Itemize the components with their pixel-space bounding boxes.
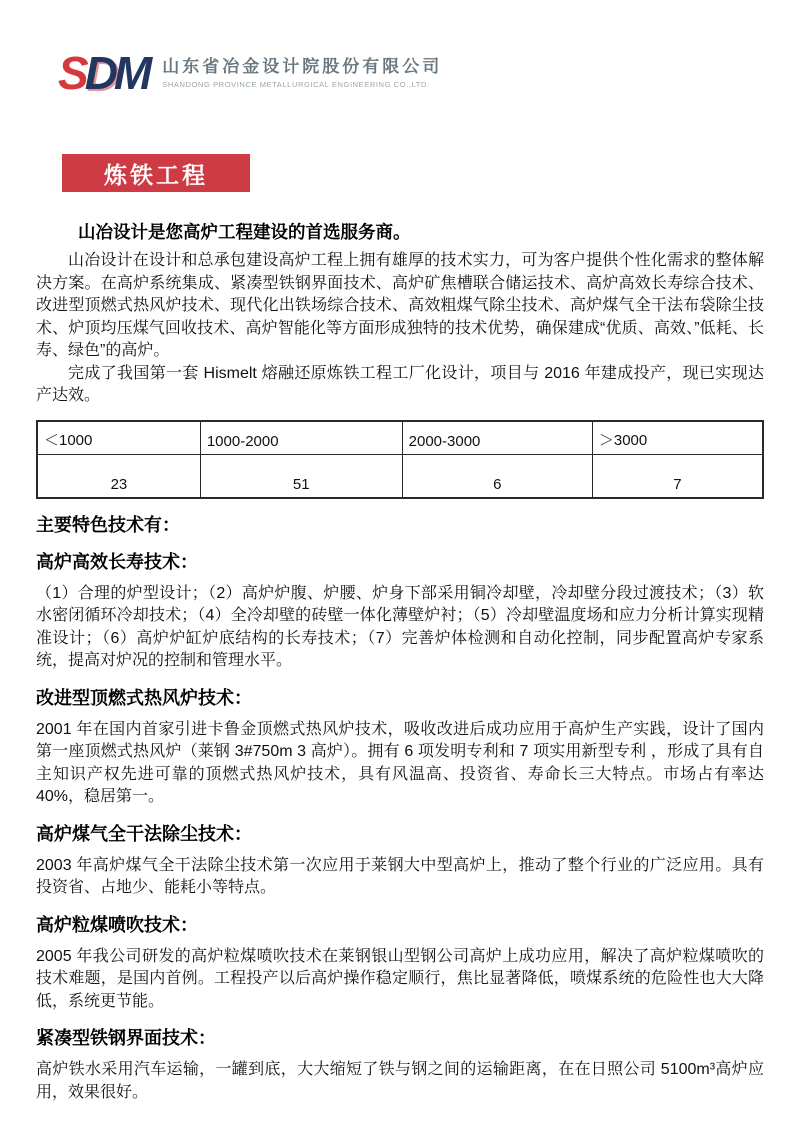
table-value-cell: 23 — [37, 455, 200, 498]
sdm-logo — [58, 47, 162, 99]
sdm-letter-m: M — [113, 47, 149, 99]
furnace-size-table — [36, 420, 764, 499]
section-body-compact-interface: 高炉铁水采用汽车运输，一罐到底，大大缩短了铁与钢之间的运输距离，在在日照公司 5100m³高炉应用，效果很好。 — [36, 1061, 764, 1101]
table-header-cell: 1000-2000 — [200, 421, 402, 455]
intro-paragraph-1: 山冶设计在设计和总承包建设高炉工程上拥有雄厚的技术实力，可为客户提供个性化需求的整体解决方案。在高炉系统集成、紧凑型铁钢界面技术、高炉矿焦槽联合储运技术、高炉高效长寿综合技术、改进型顶燃式热风炉技术、现代化出铁场综合技术、高效粗煤气除尘技术、高炉煤气全干法布袋除尘技术、炉顶均压煤气回收技术、高炉智能化等方面形成独特的技术优势，确保建成“优质、高效、”低耗、长寿、绿色”的高炉。 — [36, 252, 764, 359]
table-value-row — [37, 455, 763, 498]
section-body-hot-blast-stove: 2001 年在国内首家引进卡鲁金顶燃式热风炉技术，吸收改进后成功应用于高炉生产实践，设计了国内第一座顶燃式热风炉（莱钢 3#750m 3 高炉）。拥有 6 项发明专利和 7 项实用新型专利 ，形成了具有自主知识产权先进可靠的顶燃式热风炉技术，具有风温高、投资省、寿命长三大特点。市场占有率达 40%，稳居第一。 — [36, 720, 764, 805]
sdm-letter-s: S — [58, 47, 85, 99]
table-header-cell: ＜1000 — [37, 421, 200, 455]
section-body-long-life: （1）合理的炉型设计；（2）高炉炉腹、炉腰、炉身下部采用铜冷却壁，冷却壁分段过渡技术；（3）软水密闭循环冷却技术；（4）全冷却壁的砖壁一体化薄壁炉衬；（5）冷却壁温度场和应力分析计算实现精准设计；（6）高炉炉缸炉底结构的长寿技术；（7）完善炉体检测和自动化控制，同步配置高炉专家系统，提高对炉况的控制和管理水平。 — [36, 584, 764, 669]
section-body-dry-dedusting: 2003 年高炉煤气全干法除尘技术第一次应用于莱钢大中型高炉上，推动了整个行业的广泛应用。具有投资省、占地少、能耗小等特点。 — [36, 856, 764, 896]
table-header-row — [37, 421, 763, 455]
section-heading-compact-interface: 紧凑型铁钢界面技术： — [36, 1028, 216, 1048]
section-heading-hot-blast-stove: 改进型顶燃式热风炉技术： — [36, 687, 252, 708]
section-heading-coal-injection: 高炉粒煤喷吹技术： — [36, 914, 198, 935]
table-value-cell: 6 — [402, 455, 592, 498]
table-value-cell: 7 — [592, 455, 763, 498]
banner-label: 炼铁工程 — [104, 161, 208, 188]
section-banner — [62, 154, 250, 192]
section-body-coal-injection: 2005 年我公司研发的高炉粒煤喷吹技术在莱钢银山型钢公司高炉上成功应用，解决了高炉粒煤喷吹的技术难题，是国内首例。工程投产以后高炉操作稳定顺行，焦比显著降低，喷煤系统的危险性也大大降低，系统更节能。 — [36, 947, 764, 1010]
company-name-cn: 山东省冶金设计院股份有限公司 — [162, 57, 443, 77]
intro-paragraph-2: 完成了我国第一套 Hismelt 熔融还原炼铁工程工厂化设计，项目与 2016 年建成投产，现已实现达产达效。 — [36, 364, 764, 404]
table-value-cell: 51 — [200, 455, 402, 498]
sdm-letter-d: D — [84, 47, 114, 99]
company-name-block — [162, 57, 442, 88]
table-header-cell: 2000-3000 — [402, 421, 592, 455]
company-logo — [58, 45, 764, 101]
table-header-cell: ＞3000 — [592, 421, 763, 455]
section-heading-dry-dedusting: 高炉煤气全干法除尘技术： — [36, 823, 252, 844]
section-heading-long-life: 高炉高效长寿技术： — [36, 551, 198, 572]
features-title: 主要特色技术有： — [36, 514, 180, 535]
company-name-en: SHANDONG PROVINCE METALLURGICAL ENGINEERING CO.,LTD. — [162, 79, 430, 89]
intro-headline: 山冶设计是您高炉工程建设的首选服务商。 — [78, 222, 411, 242]
